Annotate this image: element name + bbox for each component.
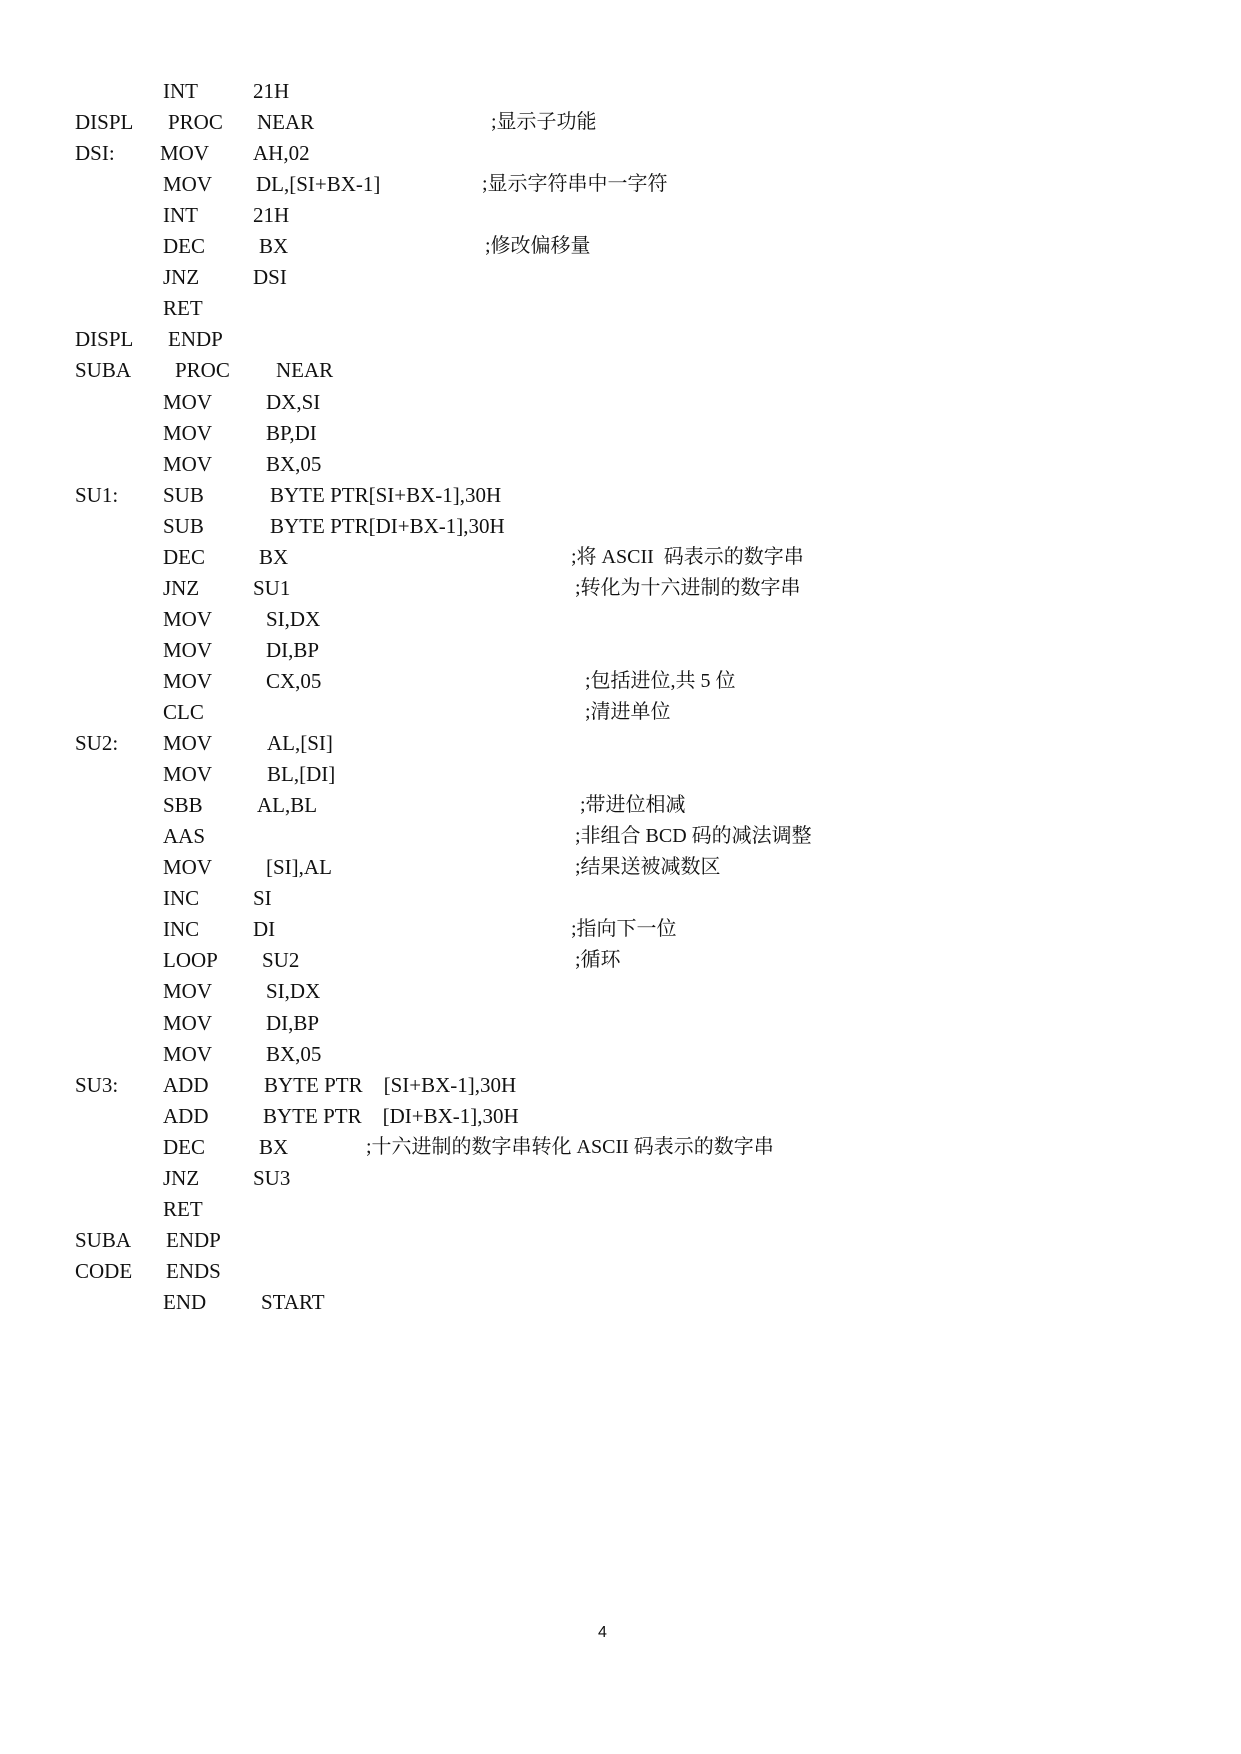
- line-mnemonic: MOV: [163, 172, 213, 196]
- line-mnemonic: DEC: [163, 1135, 205, 1159]
- code-line: [0, 666, 1241, 697]
- line-operand: CX,05: [266, 669, 322, 693]
- line-mnemonic: MOV: [163, 979, 213, 1003]
- code-line: [0, 759, 1241, 790]
- line-comment: ;将 ASCII 码表示的数字串: [571, 546, 804, 568]
- line-comment: ;非组合 BCD 码的减法调整: [575, 825, 812, 847]
- code-line: [0, 418, 1241, 449]
- line-operand: BX,05: [266, 452, 322, 476]
- line-operand: BYTE PTR [SI+BX-1],30H: [264, 1073, 517, 1097]
- code-line: [0, 1225, 1241, 1256]
- line-mnemonic: RET: [163, 296, 203, 320]
- line-mnemonic: ADD: [163, 1073, 209, 1097]
- code-line: [0, 852, 1241, 883]
- code-line: [0, 1039, 1241, 1070]
- line-mnemonic: INC: [163, 886, 200, 910]
- line-label: SUBA: [75, 1228, 132, 1252]
- line-operand: START: [261, 1290, 325, 1314]
- line-operand: BYTE PTR [DI+BX-1],30H: [263, 1104, 519, 1128]
- line-mnemonic: END: [163, 1290, 207, 1314]
- line-mnemonic: MOV: [163, 669, 213, 693]
- page-number: 4: [598, 1624, 607, 1641]
- code-line: [0, 480, 1241, 511]
- line-comment: ;修改偏移量: [485, 235, 591, 257]
- line-mnemonic: JNZ: [163, 265, 200, 289]
- line-operand: SU3: [253, 1166, 291, 1190]
- code-line: [0, 107, 1241, 138]
- line-comment: ;十六进制的数字串转化 ASCII 码表示的数字串: [366, 1136, 774, 1158]
- code-line: [0, 138, 1241, 169]
- line-mnemonic: MOV: [163, 1042, 213, 1066]
- line-comment: ;指向下一位: [571, 918, 677, 940]
- line-operand: 21H: [253, 79, 290, 103]
- line-label: DISPL: [75, 110, 134, 134]
- line-mnemonic: MOV: [163, 731, 213, 755]
- line-mnemonic: LOOP: [163, 948, 218, 972]
- code-line: [0, 945, 1241, 976]
- line-mnemonic: AAS: [163, 824, 206, 848]
- line-mnemonic: RET: [163, 1197, 203, 1221]
- line-mnemonic: CLC: [163, 700, 204, 724]
- line-mnemonic: MOV: [163, 607, 213, 631]
- line-comment: ;清进单位: [585, 701, 671, 723]
- code-line: [0, 1256, 1241, 1287]
- line-mnemonic: ENDS: [166, 1259, 221, 1283]
- code-line: [0, 1194, 1241, 1225]
- line-operand: NEAR: [276, 358, 334, 382]
- line-operand: SI: [253, 886, 272, 910]
- code-line: [0, 1008, 1241, 1039]
- line-operand: DI,BP: [266, 638, 320, 662]
- line-comment: ;包括进位,共 5 位: [585, 670, 736, 692]
- code-line: [0, 231, 1241, 262]
- line-mnemonic: JNZ: [163, 576, 200, 600]
- line-operand: BX,05: [266, 1042, 322, 1066]
- code-line: [0, 324, 1241, 355]
- line-mnemonic: SUB: [163, 483, 204, 507]
- line-operand: AL,[SI]: [267, 731, 333, 755]
- line-mnemonic: ENDP: [168, 327, 223, 351]
- code-line: [0, 1163, 1241, 1194]
- line-mnemonic: MOV: [163, 855, 213, 879]
- line-mnemonic: INC: [163, 917, 200, 941]
- line-mnemonic: SBB: [163, 793, 203, 817]
- line-comment: ;带进位相减: [580, 794, 686, 816]
- line-operand: AH,02: [253, 141, 310, 165]
- line-mnemonic: INT: [163, 203, 198, 227]
- line-operand: SU1: [253, 576, 291, 600]
- line-mnemonic: JNZ: [163, 1166, 200, 1190]
- line-operand: BX: [259, 545, 289, 569]
- line-mnemonic: DEC: [163, 545, 205, 569]
- line-operand: BP,DI: [266, 421, 317, 445]
- line-mnemonic: PROC: [175, 358, 230, 382]
- code-line: [0, 511, 1241, 542]
- line-label: DSI:: [75, 141, 115, 165]
- code-line: [0, 169, 1241, 200]
- line-mnemonic: MOV: [160, 141, 210, 165]
- code-line: [0, 883, 1241, 914]
- code-line: [0, 387, 1241, 418]
- code-line: [0, 1287, 1241, 1318]
- line-mnemonic: DEC: [163, 234, 205, 258]
- code-line: [0, 573, 1241, 604]
- line-label: SU2:: [75, 731, 119, 755]
- code-line: [0, 1132, 1241, 1163]
- line-operand: BYTE PTR[SI+BX-1],30H: [270, 483, 502, 507]
- line-mnemonic: MOV: [163, 1011, 213, 1035]
- line-operand: AL,BL: [257, 793, 318, 817]
- code-line: [0, 914, 1241, 945]
- line-operand: DI,BP: [266, 1011, 320, 1035]
- code-line: [0, 76, 1241, 107]
- line-comment: ;循环: [575, 949, 621, 971]
- line-operand: [SI],AL: [266, 855, 332, 879]
- line-comment: ;显示子功能: [491, 111, 597, 133]
- line-mnemonic: MOV: [163, 421, 213, 445]
- code-line: [0, 542, 1241, 573]
- line-operand: 21H: [253, 203, 290, 227]
- line-label: SU1:: [75, 483, 119, 507]
- line-operand: BX: [259, 234, 289, 258]
- line-operand: SI,DX: [266, 979, 321, 1003]
- line-label: SUBA: [75, 358, 132, 382]
- line-mnemonic: MOV: [163, 638, 213, 662]
- code-line: [0, 604, 1241, 635]
- line-comment: ;结果送被减数区: [575, 856, 721, 878]
- line-mnemonic: SUB: [163, 514, 204, 538]
- line-mnemonic: PROC: [168, 110, 223, 134]
- line-mnemonic: INT: [163, 79, 198, 103]
- line-operand: SI,DX: [266, 607, 321, 631]
- line-operand: DSI: [253, 265, 287, 289]
- line-operand: SU2: [262, 948, 300, 972]
- line-operand: BL,[DI]: [267, 762, 336, 786]
- code-line: [0, 790, 1241, 821]
- code-line: [0, 355, 1241, 386]
- line-operand: NEAR: [257, 110, 315, 134]
- line-mnemonic: MOV: [163, 762, 213, 786]
- line-comment: ;转化为十六进制的数字串: [575, 577, 801, 599]
- code-line: [0, 200, 1241, 231]
- line-operand: DI: [253, 917, 276, 941]
- line-operand: BX: [259, 1135, 289, 1159]
- code-line: [0, 1070, 1241, 1101]
- code-line: [0, 293, 1241, 324]
- code-line: [0, 821, 1241, 852]
- line-mnemonic: MOV: [163, 452, 213, 476]
- line-mnemonic: ADD: [163, 1104, 209, 1128]
- line-mnemonic: MOV: [163, 390, 213, 414]
- code-line: [0, 635, 1241, 666]
- line-label: SU3:: [75, 1073, 119, 1097]
- line-label: CODE: [75, 1259, 133, 1283]
- code-line: [0, 262, 1241, 293]
- code-line: [0, 728, 1241, 759]
- line-operand: DL,[SI+BX-1]: [256, 172, 381, 196]
- line-comment: ;显示字符串中一字符: [482, 173, 668, 195]
- line-operand: DX,SI: [266, 390, 321, 414]
- line-mnemonic: ENDP: [166, 1228, 221, 1252]
- code-line: [0, 976, 1241, 1007]
- code-line: [0, 1101, 1241, 1132]
- line-label: DISPL: [75, 327, 134, 351]
- code-line: [0, 449, 1241, 480]
- line-operand: BYTE PTR[DI+BX-1],30H: [270, 514, 505, 538]
- code-line: [0, 697, 1241, 728]
